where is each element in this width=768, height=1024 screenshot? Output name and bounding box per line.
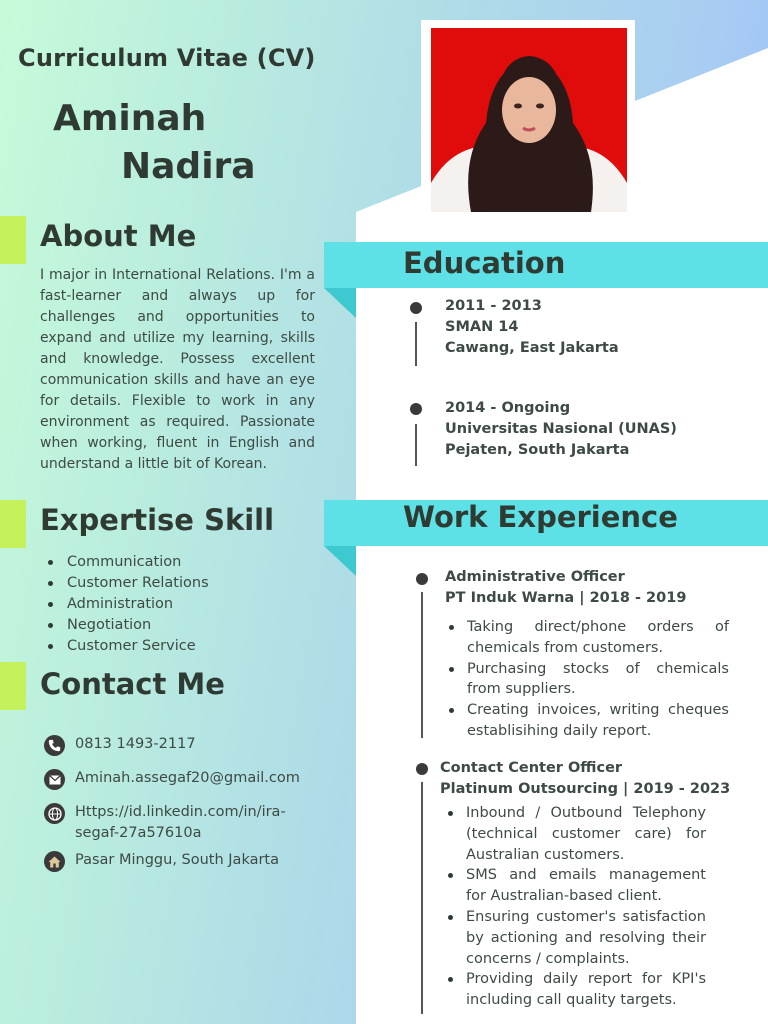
globe-icon [44, 803, 65, 824]
timeline-dot [410, 403, 422, 415]
education-school: SMAN 14 [445, 319, 519, 335]
job-duties [445, 617, 729, 742]
timeline-line [415, 322, 417, 366]
first-name: Aminah [53, 98, 207, 139]
education-location: Cawang, East Jakarta [445, 340, 619, 356]
job-title: Contact Center Officer [440, 760, 623, 776]
linkedin-line-1: Https://id.linkedin.com/in/ira- [75, 804, 286, 820]
education-years: 2011 - 2013 [445, 298, 542, 314]
contact-email[interactable]: Aminah.assegaf20@gmail.com [75, 770, 300, 786]
phone-icon [44, 735, 65, 756]
profile-photo-frame [421, 20, 635, 220]
profile-photo [431, 28, 627, 212]
timeline-line [421, 782, 423, 1014]
about-heading: About Me [40, 219, 197, 253]
education-entry [445, 398, 677, 461]
education-years: 2014 - Ongoing [445, 400, 571, 416]
contact-email-row [44, 768, 300, 790]
contact-linkedin-row [44, 802, 286, 844]
timeline-line [415, 424, 417, 466]
skill-item: Customer Service [48, 636, 209, 657]
education-heading: Education [403, 246, 566, 280]
linkedin-line-2: segaf-27a57610a [75, 825, 202, 841]
timeline-dot [416, 763, 428, 775]
contact-address: Pasar Minggu, South Jakarta [75, 852, 280, 868]
duty-item: Creating invoices, writing cheques establisihing daily report. [445, 700, 729, 742]
last-name: Nadira [121, 146, 256, 187]
cv-title: Curriculum Vitae (CV) [18, 44, 316, 72]
timeline-dot [416, 573, 428, 585]
duty-item: Taking direct/phone orders of chemicals from customers. [445, 617, 729, 659]
timeline-dot [410, 302, 422, 314]
timeline-line [421, 592, 423, 738]
duty-item: Ensuring customer's satisfaction by actioning and resolving their concerns / complaints. [444, 907, 706, 969]
profile-portrait-illustration [431, 28, 627, 212]
job-duties [444, 803, 706, 1011]
education-school: Universitas Nasional (UNAS) [445, 421, 677, 437]
contact-phone-row [44, 734, 196, 756]
skills-accent-bar [0, 500, 26, 548]
about-accent-bar [0, 216, 26, 264]
skill-item: Communication [48, 552, 209, 573]
contact-phone[interactable]: 0813 1493-2117 [75, 736, 196, 752]
skills-heading: Expertise Skill [40, 503, 275, 537]
contact-heading: Contact Me [40, 667, 225, 701]
job-company: PT Induk Warna | 2018 - 2019 [445, 590, 687, 606]
skill-item: Customer Relations [48, 573, 209, 594]
duty-item: Providing daily report for KPI's including call quality targets. [444, 969, 706, 1011]
email-icon [44, 769, 65, 790]
education-entry [445, 296, 619, 359]
job-entry [445, 567, 686, 609]
duty-item: Purchasing stocks of chemicals from suppliers. [445, 659, 729, 701]
home-icon [44, 851, 65, 872]
skill-item: Negotiation [48, 615, 209, 636]
job-company: Platinum Outsourcing | 2019 - 2023 [440, 781, 731, 797]
job-title: Administrative Officer [445, 569, 625, 585]
job-entry [440, 758, 730, 800]
contact-linkedin[interactable] [75, 802, 286, 844]
duty-item: SMS and emails management for Australian-based client. [444, 865, 706, 907]
duty-item: Inbound / Outbound Telephony (technical customer care) for Australian customers. [444, 803, 706, 865]
about-text: I major in International Relations. I'm a fast-learner and always up for challenges and opportunities to expand and utilize my learning, skills and knowledge. Possess excellent communication skills and have an eye for details. Flexible to work in any environment as required. Passionate when working, fluent in English and understand a little bit of Korean. [40, 267, 315, 472]
contact-accent-bar [0, 662, 26, 710]
skill-item: Administration [48, 594, 209, 615]
work-heading: Work Experience [403, 500, 678, 534]
skills-list [48, 552, 209, 657]
education-location: Pejaten, South Jakarta [445, 442, 630, 458]
contact-address-row [44, 850, 279, 872]
